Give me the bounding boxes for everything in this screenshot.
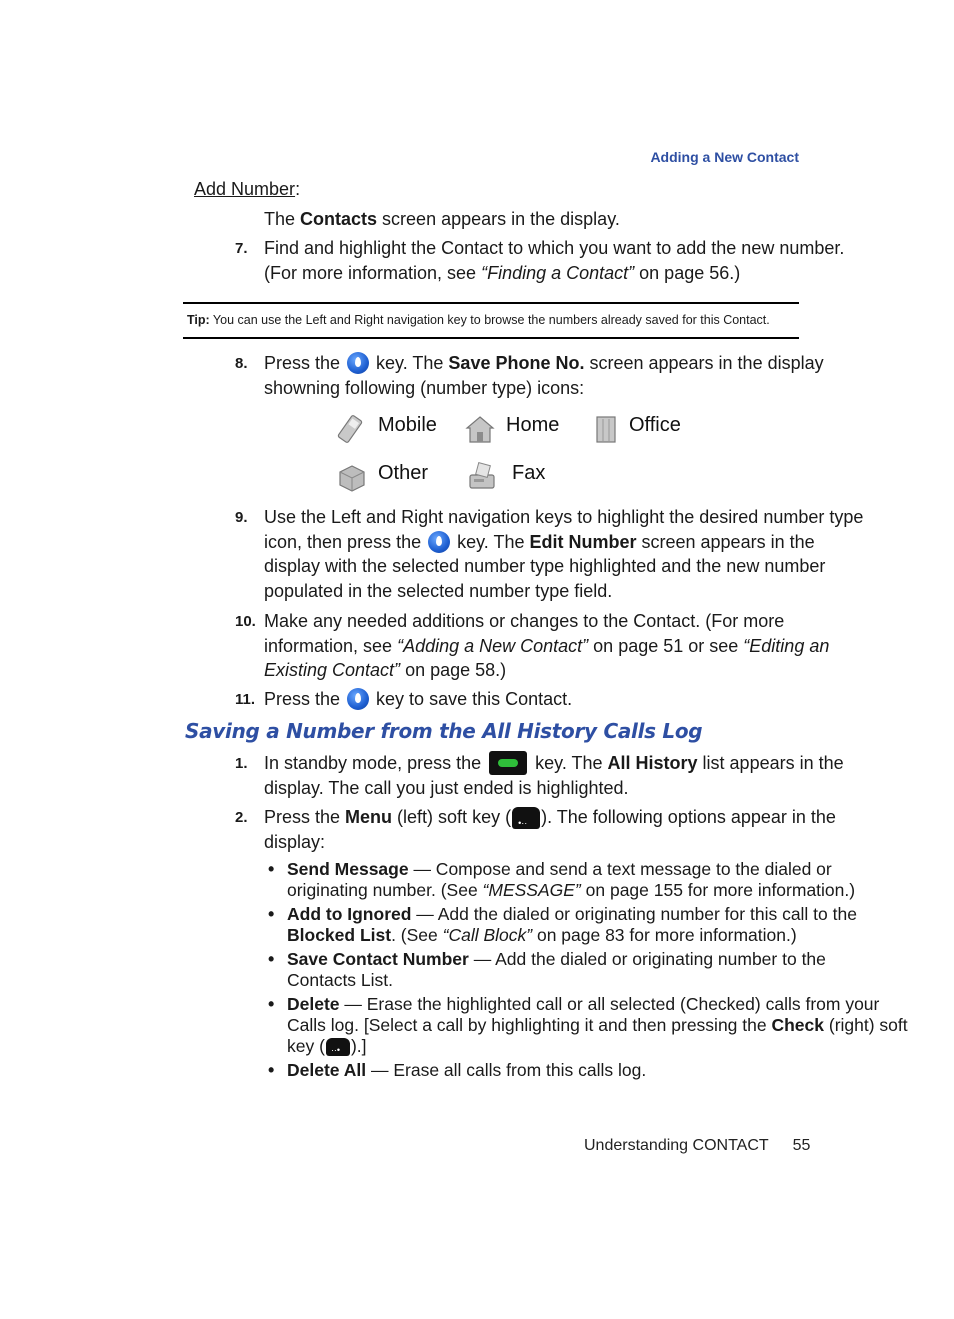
section-step-1-text	[264, 751, 844, 800]
running-header: Adding a New Contact	[650, 149, 799, 165]
number-type-other: Other	[378, 462, 429, 484]
step-7-line2	[264, 261, 844, 286]
bullet-marker: •	[268, 1060, 275, 1080]
bullet-4-t2-pre: Calls log. [Select a call by highlighting it and then pressing the	[287, 1015, 772, 1035]
step-8-post: screen appears in the display	[584, 353, 824, 373]
bullet-save-contact-number	[287, 949, 826, 991]
bullet-3-line2: Contacts List.	[287, 970, 394, 990]
s-step-2-mid: (left) soft key (	[392, 807, 512, 827]
step-11-post: key to save this Contact.	[371, 689, 573, 709]
s-step-1-pre: In standby mode, press the	[264, 753, 487, 773]
step-8-text	[264, 351, 824, 400]
section-step-2-line1	[264, 805, 836, 830]
add-number-colon: :	[295, 179, 301, 199]
step-8-pre: Press the	[264, 353, 346, 373]
step-7-text	[264, 236, 844, 285]
step-9-line1: Use the Left and Right navigation keys to highlight the desired number type	[264, 507, 864, 527]
bullet-2-ref: “Call Block”	[442, 925, 533, 945]
s-step-2-bold: Menu	[345, 807, 393, 827]
add-number-heading	[194, 177, 300, 202]
ok-key-icon	[347, 352, 369, 374]
step-8-line1	[264, 351, 824, 376]
step-10-post: on page 58.)	[400, 660, 507, 680]
step-7-ref: “Finding a Contact”	[481, 262, 635, 283]
s-step-2-pre: Press the	[264, 807, 346, 827]
bullet-3-line1	[287, 949, 826, 970]
page-number: 55	[792, 1137, 811, 1154]
s-step-1-post: list appears in the	[697, 753, 844, 773]
bullet-4-line2	[287, 1015, 908, 1036]
right-soft-key-icon	[326, 1038, 350, 1056]
step-9-line3: display with the selected number type highlighted and the new number	[264, 556, 826, 576]
bullet-5-t1: — Erase all calls from this calls log.	[366, 1060, 647, 1080]
bullet-4-t2-post: (right) soft	[824, 1015, 908, 1035]
tip-label: Tip:	[187, 313, 210, 327]
bullet-send-message	[287, 859, 855, 901]
number-type-fax: Fax	[512, 462, 546, 484]
step-9-mid: key. The	[452, 531, 530, 552]
bullet-1-t1: — Compose and send a text message to the dialed or	[408, 859, 832, 879]
bullet-4-bold: Delete	[287, 994, 340, 1014]
number-type-home: Home	[506, 414, 560, 436]
bullet-1-ref: “MESSAGE”	[482, 880, 581, 900]
step-8-bold: Save Phone No.	[448, 353, 585, 373]
section-step-1-line1	[264, 751, 844, 776]
bullet-2-t2-post: on page 83 for more information.)	[532, 925, 797, 945]
step-7-ref-pre: (For more information, see	[264, 262, 482, 283]
bullet-2-line1	[287, 904, 857, 925]
step-11-number: 11.	[235, 691, 256, 708]
bullet-4-t3-pre: key (	[287, 1036, 325, 1056]
bullet-4-t3-post: ).]	[350, 1036, 367, 1056]
bullet-1-bold: Send Message	[287, 859, 409, 879]
house-icon	[465, 414, 495, 444]
section-step-2-number: 2.	[235, 809, 248, 826]
bullet-marker: •	[268, 994, 275, 1014]
bullet-2-t2-pre: . (See	[391, 925, 443, 945]
bullet-4-line3	[287, 1036, 908, 1057]
step-9-number: 9.	[235, 509, 248, 526]
bullet-1-line1	[287, 859, 855, 880]
intro-pre: The	[264, 209, 301, 229]
send-key-icon	[489, 751, 527, 775]
step-9-line2	[264, 530, 863, 555]
step-10-pre: information, see	[264, 635, 398, 656]
section-heading: Saving a Number from the All History Calls Log	[185, 719, 703, 743]
s-step-1-mid: key. The	[530, 753, 608, 773]
section-step-1-line2: display. The call you just ended is highlighted.	[264, 777, 629, 798]
step-11-text	[264, 687, 572, 712]
step-10-text	[264, 609, 829, 683]
step-7-ref-post: on page 56.)	[634, 262, 741, 283]
s-step-1-bold: All History	[607, 753, 698, 773]
tip-text: You can use the Left and Right navigation key to browse the numbers already saved for this Contact.	[209, 313, 770, 327]
bullet-marker: •	[268, 949, 275, 969]
fax-machine-icon	[467, 461, 497, 491]
bullet-4-t2-bold: Check	[771, 1015, 824, 1035]
bullet-1-t2-post: on page 155 for more information.)	[580, 880, 856, 900]
bullet-4-t1: — Erase the highlighted call or all selected (Checked) calls from your	[339, 994, 880, 1014]
intro-post: screen appears in the display.	[377, 209, 620, 229]
left-soft-key-icon	[512, 807, 540, 829]
s-step-2-post: ). The following options appear in the	[541, 807, 836, 827]
step-9-bold: Edit Number	[529, 531, 637, 552]
office-building-icon	[591, 414, 621, 444]
number-type-office: Office	[629, 414, 681, 436]
step-8-mid: key. The	[371, 353, 449, 373]
page-footer	[584, 1137, 810, 1155]
mobile-phone-icon	[335, 414, 365, 444]
bullet-2-line2	[287, 925, 857, 946]
bullet-3-t1: — Add the dialed or originating number to the	[468, 949, 826, 969]
bullet-2-t1: — Add the dialed or originating number for this call to the	[411, 904, 857, 924]
bullet-marker: •	[268, 859, 275, 879]
section-step-2-text	[264, 805, 836, 854]
footer-section: Understanding CONTACT	[584, 1137, 769, 1154]
step-10-mid: on page 51 or see	[588, 635, 744, 656]
cube-icon	[337, 463, 367, 493]
tip-top-rule	[183, 302, 799, 304]
bullet-delete-all	[287, 1060, 646, 1081]
intro-bold: Contacts	[300, 209, 378, 229]
step-10-ref3: Existing Contact”	[264, 660, 401, 680]
intro-line	[264, 207, 620, 232]
step-9-post: screen appears in the	[636, 531, 815, 552]
step-7-line1: Find and highlight the Contact to which you want to add the new number.	[264, 238, 845, 258]
ok-key-icon	[347, 688, 369, 710]
bullet-1-t2-pre: originating number. (See	[287, 880, 483, 900]
bullet-delete	[287, 994, 908, 1057]
step-9-text	[264, 505, 863, 603]
bullet-3-bold: Save Contact Number	[287, 949, 469, 969]
tip-box	[187, 313, 770, 327]
bullet-2-bold: Add to Ignored	[287, 904, 412, 924]
step-10-line2	[264, 634, 829, 659]
step-10-line3	[264, 658, 829, 683]
tip-bottom-rule	[183, 337, 799, 339]
add-number-label: Add Number	[194, 179, 296, 199]
bullet-5-bold: Delete All	[287, 1060, 367, 1080]
step-8-number: 8.	[235, 355, 248, 372]
bullet-2-bold2: Blocked List	[287, 925, 392, 945]
step-10-number: 10.	[235, 613, 256, 630]
section-step-2-line2: display:	[264, 831, 326, 852]
step-10-ref2: “Editing an	[743, 635, 830, 656]
step-9-line4: populated in the selected number type field.	[264, 580, 613, 601]
number-type-mobile: Mobile	[378, 414, 437, 436]
step-9-pre: icon, then press the	[264, 531, 427, 552]
bullet-add-to-ignored	[287, 904, 857, 946]
ok-key-icon	[428, 531, 450, 553]
section-step-1-number: 1.	[235, 755, 248, 772]
bullet-1-line2	[287, 880, 855, 901]
step-10-ref: “Adding a New Contact”	[397, 635, 589, 656]
bullet-marker: •	[268, 904, 275, 924]
bullet-4-line1	[287, 994, 908, 1015]
step-8-line2: showning following (number type) icons:	[264, 377, 585, 398]
step-7-number: 7.	[235, 240, 248, 257]
step-10-line1: Make any needed additions or changes to the Contact. (For more	[264, 611, 785, 631]
step-11-pre: Press the	[264, 689, 346, 709]
